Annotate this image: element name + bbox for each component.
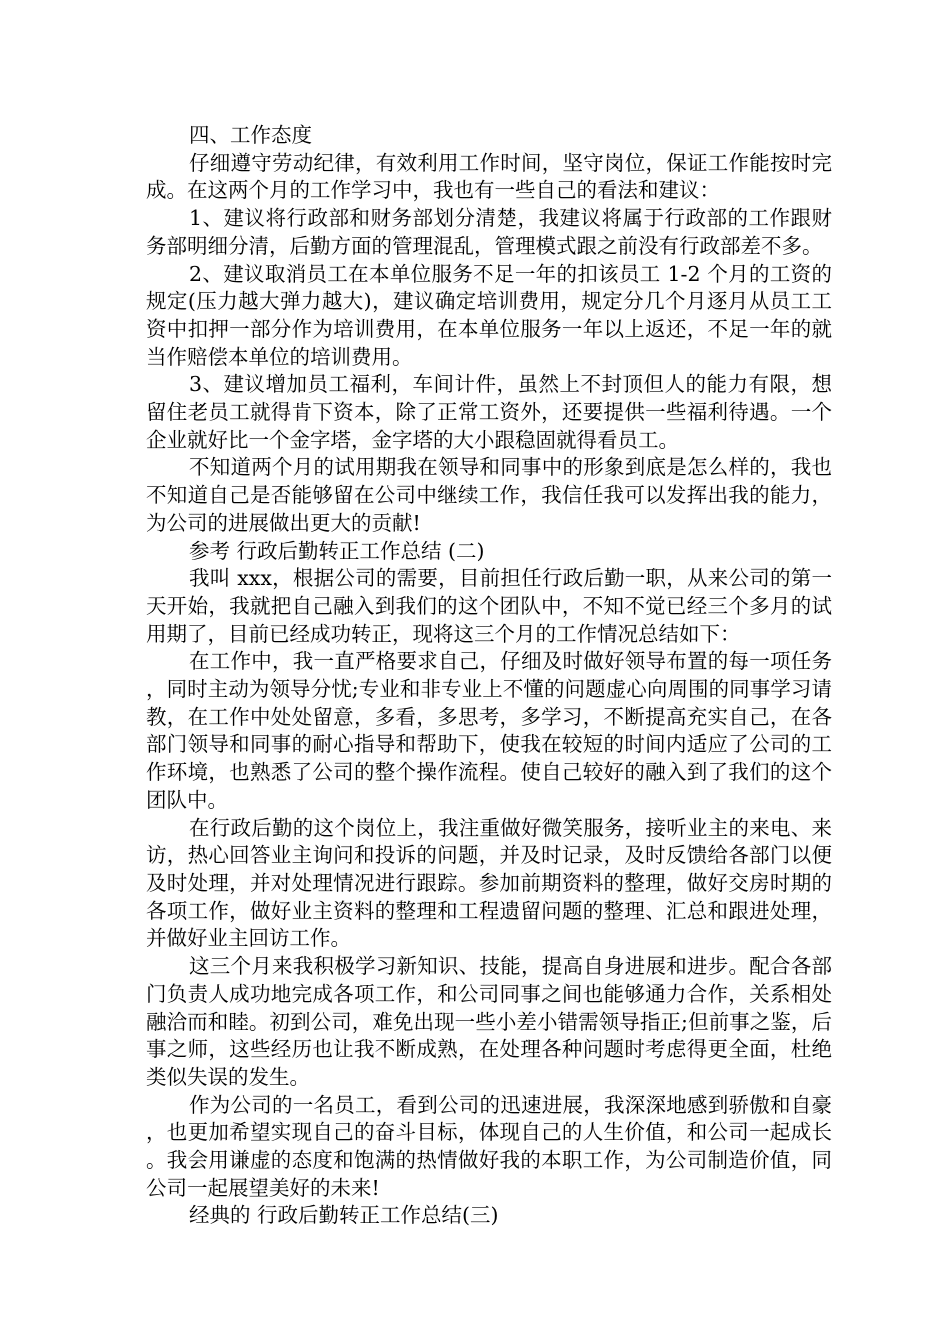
paragraph: 在行政后勤的这个岗位上，我注重做好微笑服务，接听业主的来电、来访，热心回答业主询问和投诉的问题，并及时记录，及时反馈给各部门以便及时处理，并对处理情况进行跟踪。参加前期资料的整理，做好交房时期的各项工作，做好业主资料的整理和工程遗留问题的整理、汇总和跟进处理，并做好业主回访工作。 (146, 815, 832, 951)
paragraph: 我叫 xxx，根据公司的需要，目前担任行政后勤一职，从来公司的第一天开始，我就把自己融入到我们的这个团队中，不知不觉已经三个多月的试用期了，目前已经成功转正，现将这三个月的工作情况总结如下： (146, 566, 832, 646)
suggestion-item-2: 2、建议取消员工在本单位服务不足一年的扣该员工 1-2 个月的工资的规定(压力越大弹力越大)，建议确定培训费用，规定分几个月逐月从员工工资中扣押一部分作为培训费用，在本单位服务一年以上返还，不足一年的就当作赔偿本单位的培训费用。 (146, 261, 832, 369)
section-heading-part-3: 经典的 行政后勤转正工作总结(三) (189, 1203, 499, 1228)
paragraph: 不知道两个月的试用期我在领导和同事中的形象到底是怎么样的，我也不知道自己是否能够留在公司中继续工作，我信任我可以发挥出我的能力，为公司的进展做出更大的贡献! (146, 455, 832, 535)
paragraph: 这三个月来我积极学习新知识、技能，提高自身进展和进步。配合各部门负责人成功地完成各项工作，和公司同事之间也能够通力合作，关系相处融洽而和睦。初到公司，难免出现一些小差小错需领导指正;但前事之鉴，后事之师，这些经历也让我不断成熟，在处理各种问题时考虑得更全面，杜绝类似失误的发生。 (146, 954, 832, 1089)
suggestion-item-3: 3、建议增加员工福利，车间计件，虽然上不封顶但人的能力有限，想留住老员工就得肯下资本，除了正常工资外，还要提供一些福利待遇。一个企业就好比一个金字塔，金字塔的大小跟稳固就得看员工。 (146, 372, 832, 452)
section-heading-work-attitude: 四、工作态度 (189, 123, 312, 147)
document-page (146, 122, 832, 1230)
paragraph: 作为公司的一名员工，看到公司的迅速进展，我深深地感到骄傲和自豪，也更加希望实现自己的奋斗目标，体现自己的人生价值，和公司一起成长。我会用谦虚的态度和饱满的热情做好我的本职工作，为公司制造价值，同公司一起展望美好的未来! (146, 1092, 832, 1200)
paragraph: 仔细遵守劳动纪律，有效利用工作时间，坚守岗位，保证工作能按时完成。在这两个月的工作学习中，我也有一些自己的看法和建议： (146, 150, 832, 203)
suggestion-item-1: 1、建议将行政部和财务部划分清楚，我建议将属于行政部的工作跟财务部明细分清，后勤方面的管理混乱，管理模式跟之前没有行政部差不多。 (146, 206, 832, 258)
section-heading-part-2: 参考 行政后勤转正工作总结 (二) (189, 538, 485, 563)
paragraph: 在工作中，我一直严格要求自己，仔细及时做好领导布置的每一项任务，同时主动为领导分忧;专业和非专业上不懂的问题虚心向周围的同事学习请教，在工作中处处留意，多看，多思考，多学习，不断提高充实自己，在各部门领导和同事的耐心指导和帮助下，使我在较短的时间内适应了公司的工作环境，也熟悉了公司的整个操作流程。使自己较好的融入到了我们的这个团队中。 (146, 649, 832, 812)
